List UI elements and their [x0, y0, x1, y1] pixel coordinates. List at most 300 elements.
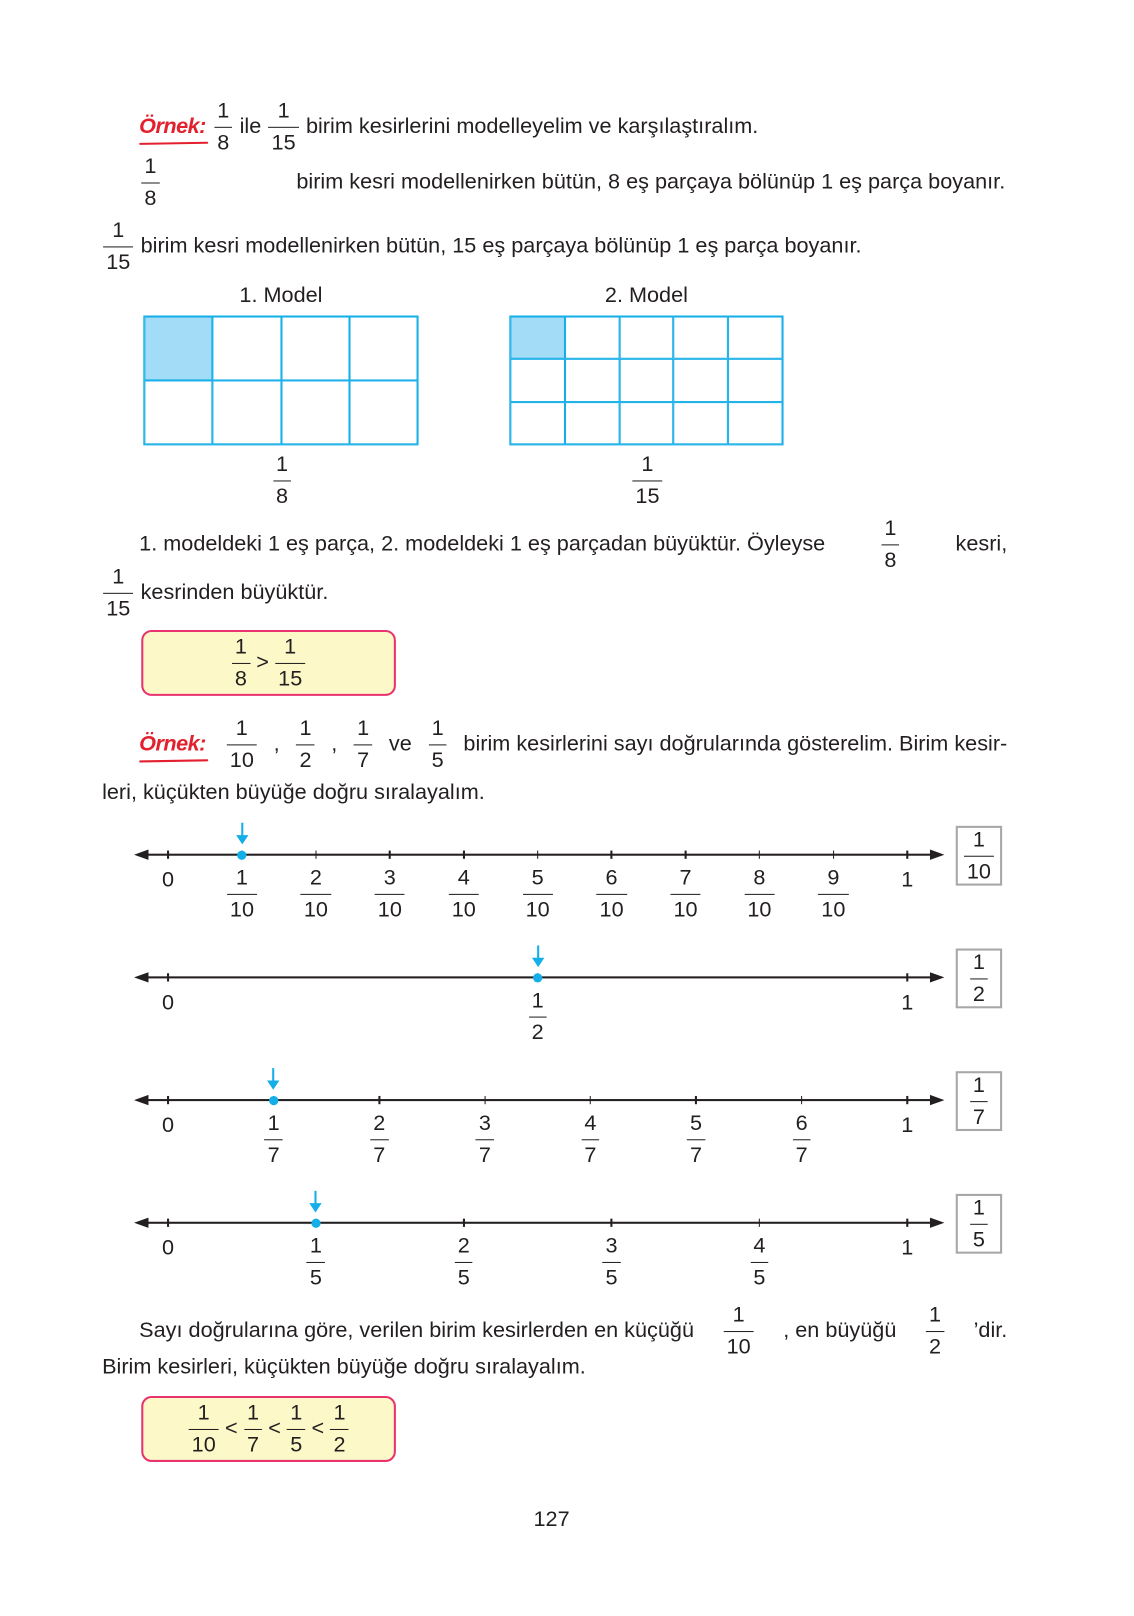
tick-label-text: 1	[901, 1236, 914, 1260]
denominator: 5	[972, 1228, 985, 1252]
unit-fraction-box	[956, 949, 1002, 1009]
shaded-cell	[144, 317, 212, 381]
numerator: 1	[275, 452, 289, 477]
denominator: 7	[584, 1143, 597, 1168]
fraction-bar	[214, 127, 232, 128]
denominator: 5	[753, 1266, 766, 1291]
denominator: 15	[635, 484, 660, 509]
numerator: 2	[309, 866, 322, 890]
fraction	[141, 155, 159, 209]
fraction-bar	[265, 1139, 283, 1140]
denominator: 2	[299, 748, 312, 773]
tick-mark	[907, 851, 909, 859]
fraction-bar	[268, 127, 298, 128]
page-number: 127	[533, 1507, 570, 1532]
fraction-bar	[273, 480, 291, 481]
grid-cell	[674, 402, 728, 445]
text-line	[99, 562, 331, 624]
grid-cell	[213, 317, 281, 381]
fraction	[596, 867, 626, 921]
tick-mark	[833, 851, 835, 859]
comparison-operator: <	[268, 1416, 281, 1441]
numerator: 1	[972, 1195, 985, 1220]
denominator: 8	[217, 131, 230, 155]
fraction	[632, 454, 662, 508]
grid-cell	[349, 380, 417, 444]
numerator: 3	[478, 1111, 491, 1136]
numerator: 1	[234, 634, 247, 659]
fraction-bar	[307, 1262, 325, 1263]
fraction-bar	[428, 744, 446, 745]
fraction	[670, 867, 700, 921]
text-line	[137, 152, 1005, 214]
numerator: 4	[584, 1111, 597, 1136]
fraction	[881, 517, 899, 571]
example-label: Örnek:	[139, 732, 206, 756]
denominator: 10	[377, 898, 402, 923]
denominator: 10	[726, 1335, 751, 1360]
tick-label	[370, 1112, 388, 1166]
right-arrow-icon	[930, 1095, 944, 1105]
tick-label	[162, 1113, 174, 1138]
fraction-bar	[687, 1139, 705, 1140]
fraction-bar	[581, 1139, 599, 1140]
tick-label	[670, 867, 700, 921]
right-arrow-icon	[930, 1218, 944, 1228]
text: birim kesirlerini sayı doğrularında gösterelim. Birim kesir-	[463, 732, 1008, 756]
fraction-bar	[354, 744, 372, 745]
denominator: 10	[821, 898, 846, 923]
fraction	[227, 867, 257, 921]
tick-label	[265, 1112, 283, 1166]
denominator: 7	[795, 1143, 808, 1168]
left-arrow-icon	[134, 972, 148, 982]
tick-label-text: 0	[162, 1113, 175, 1138]
numerator: 4	[457, 866, 470, 890]
left-arrow-icon	[134, 850, 148, 860]
grid-cell	[728, 402, 782, 445]
fraction-bar	[296, 744, 314, 745]
tick-label	[901, 868, 913, 893]
fraction-bar	[370, 1139, 388, 1140]
fraction	[449, 867, 479, 921]
fraction	[970, 1074, 988, 1128]
grid-cell	[281, 317, 349, 381]
denominator: 10	[451, 898, 476, 923]
tick-mark	[484, 1096, 486, 1104]
tick-mark	[759, 1219, 761, 1227]
numerator: 1	[972, 1073, 985, 1097]
grid-cell	[619, 359, 673, 402]
denominator: 7	[357, 748, 370, 773]
fraction-bar	[301, 894, 331, 895]
axis-line	[140, 1222, 936, 1224]
denominator: 10	[525, 898, 550, 923]
fraction	[818, 867, 848, 921]
fraction-bar	[596, 894, 626, 895]
fraction-bar	[476, 1139, 494, 1140]
tick-mark	[759, 851, 761, 859]
grid-cell	[510, 359, 564, 402]
shaded-cell	[510, 317, 564, 360]
numerator: 1	[284, 634, 297, 659]
grid-cell	[565, 317, 619, 360]
axis-line	[140, 1099, 936, 1101]
tick-label	[523, 867, 553, 921]
marked-point	[237, 850, 246, 859]
text-line	[99, 1336, 589, 1398]
down-arrow-icon	[273, 1068, 275, 1087]
denominator: 7	[690, 1143, 703, 1168]
denominator: 2	[531, 1021, 544, 1045]
comparison-operator: >	[256, 650, 269, 675]
denominator: 5	[309, 1266, 322, 1291]
fraction	[189, 1402, 219, 1456]
right-arrow-icon	[930, 972, 944, 982]
numerator: 4	[753, 1234, 766, 1258]
model-fraction	[632, 454, 662, 508]
grid-cell	[213, 380, 281, 444]
tick-label	[455, 1235, 473, 1289]
numerator: 1	[290, 1400, 303, 1425]
fraction	[232, 636, 250, 690]
numerator: 1	[884, 516, 897, 541]
tick-label	[307, 1235, 325, 1289]
denominator: 5	[290, 1433, 303, 1457]
denominator: 15	[106, 250, 131, 275]
denominator: 7	[373, 1143, 386, 1168]
fraction	[265, 1112, 283, 1166]
denominator: 8	[275, 484, 289, 509]
text: ,	[273, 732, 280, 756]
denominator: 5	[605, 1266, 618, 1291]
denominator: 8	[884, 548, 897, 573]
denominator: 5	[431, 748, 444, 773]
numerator: 5	[531, 866, 544, 890]
tick-label	[818, 867, 848, 921]
fraction-bar	[970, 1101, 988, 1102]
denominator: 10	[229, 898, 255, 923]
numerator: 1	[732, 1302, 745, 1327]
denominator: 2	[972, 982, 985, 1007]
tick-label	[301, 867, 331, 921]
fraction	[370, 1112, 388, 1166]
denominator: 10	[966, 860, 991, 884]
denominator: 7	[478, 1143, 491, 1168]
fraction-bar	[287, 1429, 305, 1430]
numerator: 1	[246, 1400, 259, 1425]
fraction	[375, 867, 405, 921]
tick-label	[901, 991, 913, 1016]
text: birim kesirlerini modelleyelim ve karşılaştıralım.	[305, 114, 759, 139]
tick-label	[602, 1235, 620, 1289]
numerator: 1	[531, 988, 544, 1013]
grid-cell	[565, 359, 619, 402]
fraction-bar	[632, 480, 662, 481]
fraction	[602, 1235, 620, 1289]
fraction	[744, 867, 774, 921]
left-arrow-icon	[134, 1218, 148, 1228]
model-title: 2. Model	[604, 283, 688, 308]
tick-mark	[167, 1219, 169, 1227]
tick-label	[793, 1112, 811, 1166]
text: , en büyüğü	[783, 1318, 897, 1343]
fraction	[103, 219, 133, 273]
grid-cell	[619, 402, 673, 445]
fraction-bar	[964, 856, 994, 857]
fraction-bar	[602, 1262, 620, 1263]
tick-mark	[389, 851, 391, 859]
fraction	[455, 1235, 473, 1289]
fraction-bar	[723, 1331, 753, 1332]
text: birim kesri modellenirken bütün, 15 eş parçaya bölünüp 1 eş parça boyanır.	[140, 234, 862, 258]
denominator: 10	[303, 898, 328, 923]
fraction-bar	[970, 978, 988, 979]
numerator: 1	[928, 1302, 942, 1327]
fraction	[275, 636, 305, 690]
numerator: 1	[431, 716, 444, 741]
numerator: 1	[144, 154, 157, 179]
tick-mark	[907, 1219, 909, 1227]
tick-label-text: 1	[901, 990, 914, 1015]
numerator: 3	[605, 1234, 618, 1258]
text: Birim kesirleri, küçükten büyüğe doğru sıralayalım.	[102, 1354, 586, 1379]
fraction-bar	[141, 182, 159, 183]
tick-mark	[801, 1096, 803, 1104]
numerator: 1	[197, 1400, 210, 1425]
model-grid	[509, 315, 783, 445]
tick-mark	[695, 1096, 697, 1104]
fraction-bar	[750, 1262, 768, 1263]
text: ve	[388, 732, 412, 756]
denominator: 2	[928, 1335, 942, 1360]
fraction	[476, 1112, 494, 1166]
text: leri, küçükten büyüğe doğru sıralayalım.	[102, 780, 485, 805]
tick-mark	[167, 973, 169, 981]
fraction	[723, 1304, 753, 1358]
fraction-bar	[970, 1224, 988, 1225]
tick-mark	[463, 1219, 465, 1227]
text: ,	[331, 732, 338, 756]
comparison-operator: <	[311, 1416, 325, 1441]
denominator: 10	[673, 898, 698, 923]
comparison-box	[141, 630, 396, 696]
numerator: 6	[795, 1111, 808, 1136]
grid-cell	[565, 402, 619, 445]
denominator: 8	[144, 186, 157, 211]
fraction	[244, 1402, 262, 1456]
grid-cell	[728, 359, 782, 402]
tick-label-text: 1	[901, 868, 914, 892]
numerator: 1	[333, 1400, 346, 1425]
numerator: 6	[605, 866, 618, 890]
text: ’dir.	[973, 1318, 1008, 1343]
unit-fraction-box	[956, 1071, 1002, 1131]
denominator: 7	[267, 1143, 280, 1168]
numerator: 7	[679, 866, 692, 890]
tick-label	[750, 1235, 768, 1289]
tick-label	[375, 867, 405, 921]
tick-label	[476, 1112, 494, 1166]
text-line	[99, 215, 865, 277]
fraction-bar	[375, 894, 405, 895]
fraction-bar	[103, 246, 133, 247]
text: ile	[239, 114, 262, 139]
fraction	[301, 867, 331, 921]
tick-mark	[907, 1096, 909, 1104]
tick-mark	[685, 851, 687, 859]
numerator: 2	[373, 1111, 386, 1136]
numerator: 1	[112, 564, 125, 589]
left-arrow-icon	[134, 1095, 148, 1105]
tick-label	[744, 867, 774, 921]
tick-mark	[537, 851, 539, 859]
fraction-bar	[523, 894, 553, 895]
numerator: 1	[299, 716, 312, 741]
denominator: 15	[278, 667, 303, 691]
fraction-bar	[455, 1262, 473, 1263]
numerator: 1	[235, 866, 248, 890]
tick-mark	[167, 1096, 169, 1104]
denominator: 2	[333, 1433, 346, 1457]
model-grid	[143, 315, 418, 445]
tick-mark	[378, 1096, 380, 1104]
tick-label	[901, 1236, 913, 1261]
unit-fraction-box	[956, 1194, 1002, 1254]
fraction	[529, 990, 547, 1044]
numerator: 8	[753, 866, 766, 890]
denominator: 10	[191, 1433, 216, 1457]
model-fraction	[273, 454, 291, 508]
fraction-bar	[227, 894, 257, 895]
text: 1. modeldeki 1 eş parça, 2. modeldeki 1 eş parçadan büyüktür. Öyleyse	[139, 531, 826, 556]
grid-cell	[144, 380, 212, 444]
tick-label	[162, 991, 174, 1016]
fraction	[103, 566, 133, 620]
numerator: 1	[112, 218, 125, 243]
fraction	[287, 1402, 305, 1456]
fraction	[307, 1235, 325, 1289]
grid-cell	[281, 380, 349, 444]
tick-mark	[590, 1096, 592, 1104]
tick-label	[596, 867, 626, 921]
fraction-bar	[103, 593, 133, 594]
fraction-bar	[818, 894, 848, 895]
tick-label	[162, 1236, 174, 1261]
fraction-bar	[330, 1429, 348, 1430]
fraction	[926, 1304, 944, 1358]
tick-mark	[315, 851, 317, 859]
numerator: 1	[972, 950, 985, 975]
tick-label	[227, 867, 257, 921]
example-label: Örnek:	[139, 114, 206, 139]
fraction	[330, 1402, 348, 1456]
numerator: 1	[217, 98, 230, 123]
tick-label-text: 0	[162, 990, 175, 1015]
numerator: 1	[309, 1234, 322, 1258]
marked-point	[269, 1095, 278, 1104]
denominator: 5	[457, 1266, 470, 1291]
tick-label	[529, 990, 547, 1044]
fraction	[523, 867, 553, 921]
text: kesrinden büyüktür.	[140, 580, 329, 605]
numerator: 2	[457, 1234, 470, 1258]
fraction-bar	[529, 1017, 547, 1018]
tick-mark	[907, 973, 909, 981]
marked-point	[533, 973, 542, 982]
numerator: 1	[277, 98, 290, 123]
fraction-bar	[926, 1331, 944, 1332]
tick-label-text: 1	[901, 1113, 914, 1138]
numerator: 9	[827, 866, 840, 890]
fraction	[687, 1112, 705, 1166]
fraction-bar	[275, 663, 305, 664]
grid-cell	[349, 317, 417, 381]
fraction	[793, 1112, 811, 1166]
unit-fraction-box	[956, 826, 1002, 886]
denominator: 7	[972, 1105, 985, 1130]
comparison-operator: <	[225, 1416, 238, 1441]
fraction-bar	[449, 894, 479, 895]
tick-label	[581, 1112, 599, 1166]
fraction-bar	[670, 894, 700, 895]
denominator: 10	[599, 898, 624, 923]
fraction	[273, 454, 291, 508]
grid-cell	[510, 402, 564, 445]
tick-label	[449, 867, 479, 921]
grid-cell	[728, 317, 782, 360]
fraction	[581, 1112, 599, 1166]
tick-label	[687, 1112, 705, 1166]
numerator: 1	[357, 716, 370, 741]
text: kesri,	[955, 531, 1008, 556]
denominator: 10	[229, 748, 254, 773]
denominator: 7	[246, 1433, 259, 1457]
down-arrow-icon	[315, 1191, 317, 1210]
fraction	[964, 829, 994, 883]
grid-cell	[674, 359, 728, 402]
tick-mark	[463, 851, 465, 859]
fraction-bar	[793, 1139, 811, 1140]
fraction	[970, 951, 988, 1005]
comparison-box	[141, 1396, 396, 1462]
denominator: 15	[271, 131, 296, 155]
text: Sayı doğrularına göre, verilen birim kesirlerden en küçüğü	[139, 1318, 694, 1343]
fraction	[750, 1235, 768, 1289]
marked-point	[311, 1218, 320, 1227]
tick-label-text: 0	[162, 868, 175, 892]
numerator: 1	[641, 452, 654, 477]
fraction-bar	[227, 744, 257, 745]
down-arrow-icon	[241, 823, 243, 842]
denominator: 8	[234, 667, 247, 691]
numerator: 1	[235, 716, 248, 741]
grid-cell	[674, 317, 728, 360]
fraction	[970, 1197, 988, 1251]
text: birim kesri modellenirken bütün, 8 eş parçaya bölünüp 1 eş parça boyanır.	[296, 170, 1006, 194]
text-line	[99, 762, 488, 824]
grid-cell	[619, 317, 673, 360]
tick-label	[162, 868, 174, 893]
down-arrow-icon	[537, 945, 539, 964]
numerator: 1	[267, 1111, 280, 1136]
numerator: 5	[690, 1111, 703, 1136]
fraction-bar	[232, 663, 250, 664]
fraction-bar	[744, 894, 774, 895]
numerator: 3	[383, 866, 396, 890]
tick-label-text: 0	[162, 1236, 175, 1260]
fraction-bar	[881, 544, 899, 545]
